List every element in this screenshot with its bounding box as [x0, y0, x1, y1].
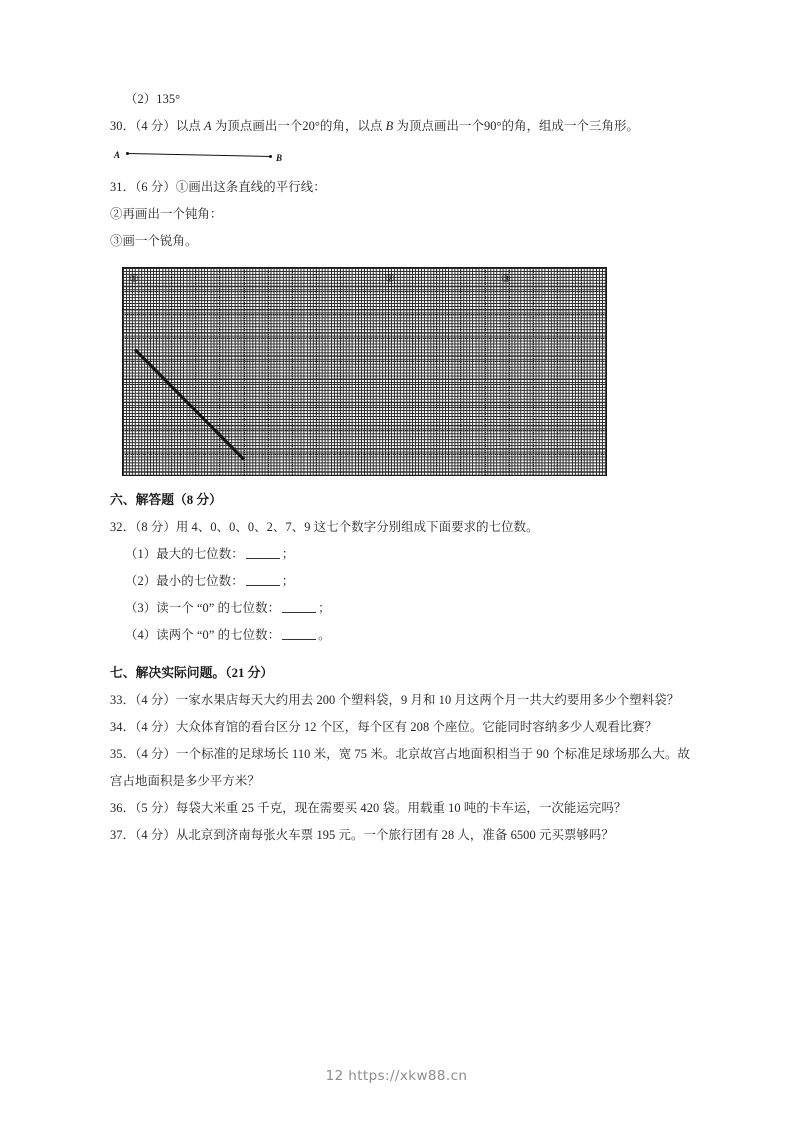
question-30-text-b: 为顶点画出一个20°的角，以点	[211, 119, 386, 133]
answer-blank-32-3[interactable]	[282, 601, 316, 613]
answer-blank-32-4[interactable]	[282, 628, 316, 640]
question-30	[110, 113, 690, 140]
segment-ab-line	[128, 153, 271, 157]
section-six-heading: 六、解答题（8 分）	[110, 493, 222, 507]
point-label-a: A	[204, 119, 212, 133]
question-32-part-1-label: （1）最大的七位数：	[125, 547, 244, 561]
segment-endpoint-dot-b	[269, 155, 272, 158]
point-label-b: B	[385, 119, 394, 133]
grid-mark-1: ①	[129, 273, 139, 285]
question-32-part-3-tail: ；	[318, 601, 331, 615]
grid-mark-3: ③	[501, 273, 511, 285]
drawing-grid-box	[122, 267, 607, 476]
question-32-part-3	[110, 595, 690, 622]
question-31-line-2: ②再画出一个钝角：	[110, 207, 223, 221]
grid-mark-2: ②	[385, 273, 395, 285]
page-content	[110, 86, 690, 849]
segment-ab-figure	[110, 142, 690, 172]
question-31-line-1: 31．（6 分）①画出这条直线的平行线：	[110, 180, 326, 194]
question-32-part-3-label: （3）读一个 “0” 的七位数：	[125, 601, 281, 615]
question-30-text-c: 为顶点画出一个90°的角，组成一个三角形。	[393, 119, 639, 133]
grid-drawn-line	[134, 348, 245, 460]
section-seven-heading: 七、解决实际问题。（21 分）	[110, 666, 274, 680]
question-29-part-2: （2）135°	[125, 92, 181, 106]
answer-blank-32-1[interactable]	[246, 547, 280, 559]
question-32-part-1	[110, 541, 690, 568]
segment-endpoint-label-b: B	[276, 153, 283, 163]
question-34: 34．（4 分）大众体育馆的看台区分 12 个区，每个区有 208 个座位。它能同时容纳多少人观看比赛？	[110, 720, 658, 734]
question-32-part-2-tail: ；	[281, 574, 295, 588]
question-33: 33．（4 分）一家水果店每天大约用去 200 个塑料袋，9 月和 10 月这两个月一共大约要用多少个塑料袋？	[110, 693, 680, 707]
question-32-stem: 32．（8 分）用 4、0、0、0、2、7、9 这七个数字分别组成下面要求的七位数。	[110, 520, 539, 534]
page-footer-watermark: 12 https://xkw88.cn	[325, 1068, 468, 1084]
question-32-part-2	[110, 568, 690, 595]
question-37: 37．（4 分）从北京到济南每张火车票 195 元。一个旅行团有 28 人，准备 6500 元买票够吗？	[110, 828, 614, 842]
segment-endpoint-label-a: A	[114, 150, 121, 160]
question-32-part-4-label: （4）读两个 “0” 的七位数：	[125, 628, 281, 642]
question-32-part-1-tail: ；	[281, 547, 295, 561]
question-36: 36．（5 分）每袋大米重 25 千克，现在需要买 420 袋。用载重 10 吨的卡车运，一次能运完吗？	[110, 801, 627, 815]
question-31-line-3: ③画一个锐角。	[110, 234, 198, 248]
question-35: 35．（4 分）一个标准的足球场长 110 米，宽 75 米。北京故宫占地面积相当于 90 个标准足球场那么大。故宫占地面积是多少平方米？	[110, 747, 690, 788]
drawing-grid-figure	[122, 267, 607, 476]
question-30-text-a: 30．（4 分）以点	[110, 119, 205, 133]
question-32-part-4	[110, 622, 690, 649]
question-32-part-4-tail: 。	[318, 628, 331, 642]
answer-blank-32-2[interactable]	[246, 574, 280, 586]
question-32-part-2-label: （2）最小的七位数：	[125, 574, 244, 588]
